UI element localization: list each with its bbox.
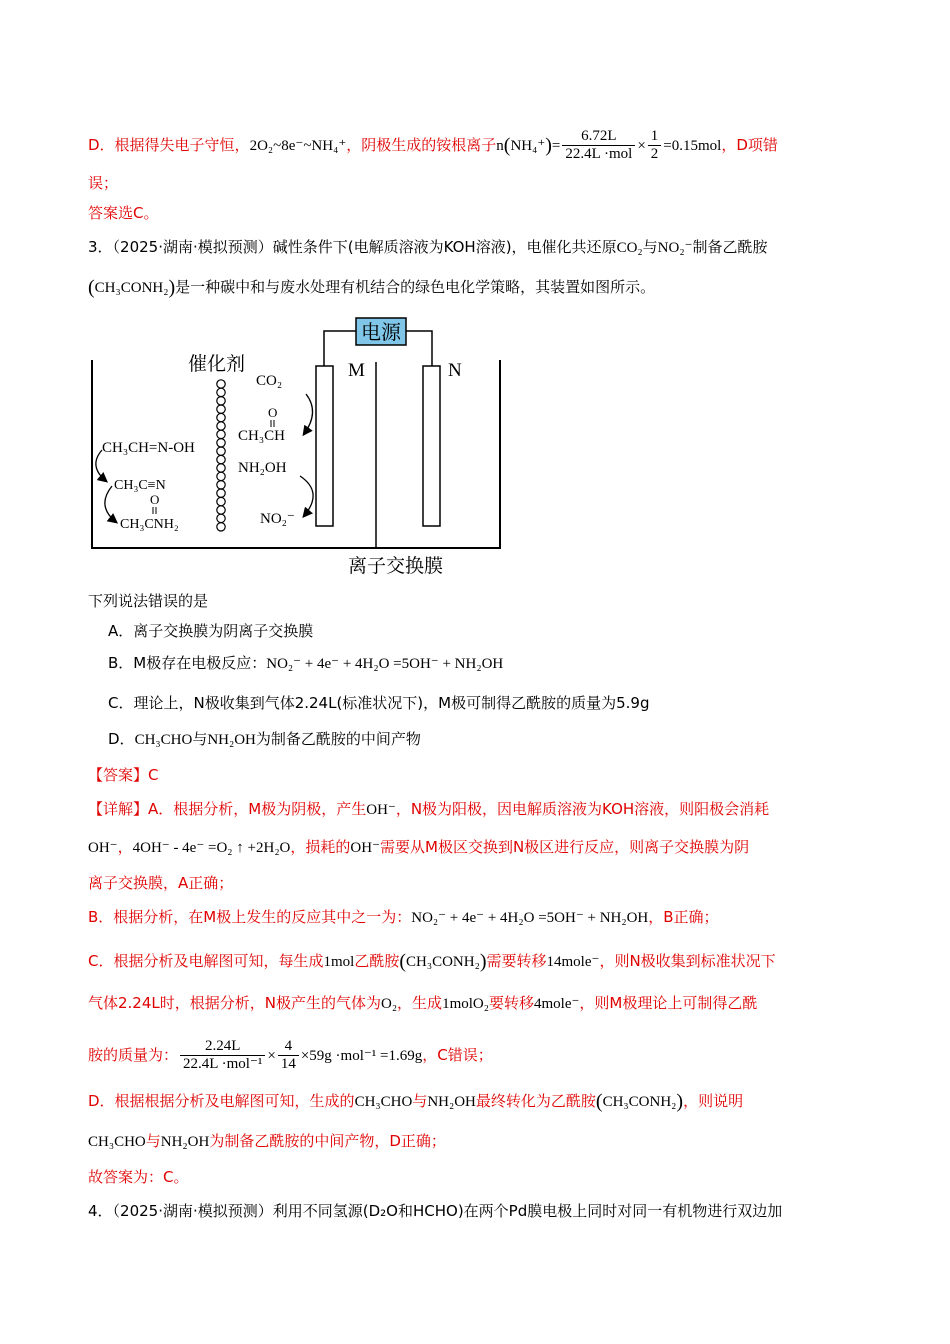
d-option-suffix: ，D项错 [721,136,778,154]
q3-line1 [88,236,768,259]
arrow-nitrite-reduction [300,476,313,516]
species-nitrile: CH₃C≡N [114,478,166,493]
catalyst-bead [217,455,225,463]
species-nitrite: NO₂⁻ [260,511,295,527]
species-o-bottom: O [150,492,160,507]
detail-b-end: ，B正确； [648,908,719,926]
detail-d1-a: CH₃CHO [354,1094,413,1110]
fraction-1-den: 22.4L ·mol [565,146,633,162]
species-amide: CH₃CNH₂ [120,517,179,532]
detail-a1: A．根据分析，M极为阴极，产生 [148,800,367,818]
option-d-suffix: 为制备乙酰胺的中间产物 [255,730,421,748]
detail-c3-rest: ×59g ·mol⁻¹ =1.69g [300,1048,423,1064]
fraction-1 [562,128,635,163]
detail-d2c: 为制备乙酰胺的中间产物，D正确； [209,1132,446,1150]
detail-d-line1: D．根据根据分析及电解图可知，生成的CH₃CHO与NH₂OH最终转化为乙酰胺(CH₃CONH₂)，则说明 [88,1090,744,1113]
catalyst-bead [217,439,225,447]
catalyst-bead [217,388,225,396]
n-symbol: n [496,138,504,154]
species-hydroxylamine: NH₂OH [238,460,287,476]
catalyst-bead [217,497,225,505]
detail-c3-fraction-2 [278,1038,299,1073]
option-d-a: CH₃CHO [134,732,193,748]
detail-c1c: 需要转移 [486,952,547,970]
detail-d2-b: NH₂OH [160,1134,210,1150]
fraction-2-num: 1 [648,128,662,146]
catalyst-bead [217,397,225,405]
q4-line1: 4．（2025·湖南·模拟预测）利用不同氢源(D₂O和HCHO)在两个Pd膜电极上同时对同一有机物进行双边加 [88,1202,783,1220]
detail-c3-end: ，C错误； [422,1046,493,1064]
option-b-equation: NO₂⁻ + 4e⁻ + 4H₂O =5OH⁻ + NH₂OH [266,656,504,672]
power-label: 电源 [361,322,401,344]
detail-c2-electrons: 4mole⁻ [533,996,580,1012]
q3-option-d [108,728,421,751]
wire-n [406,331,432,366]
q3-co2: CO₂ [616,240,643,256]
catalyst-bead [217,514,225,522]
detail-c1: C．根据分析及电解图可知，每生成 [88,952,324,970]
times-sign: × [637,138,646,154]
q3-text-a: 3．（2025·湖南·模拟预测）碱性条件下(电解质溶液为KOH溶液)，电催化共还原 [88,238,617,256]
q3-prompt: 下列说法错误的是 [88,592,209,610]
detail-b [88,906,719,929]
detail-c1-electrons: 14mole⁻ [546,954,600,970]
q3-option-a: A．离子交换膜为阴离子交换膜 [108,622,314,640]
detail-oh: OH⁻ [366,802,396,818]
arrow-co2-reduction [304,394,313,434]
d-option-mid: ，阴极生成的铵根离子 [346,136,497,154]
d-option-line1: D．根据得失电子守恒，2O₂~8e⁻~NH₄⁺，阴极生成的铵根离子n(NH₄⁺)= $\frac{6.72L}{\text{22.4L ·mol}}$ × $\frac{1}{2}$ =0.15mol，D项错 [88,128,778,162]
q3-no2: NO₂⁻ [657,240,693,256]
detail-a2-sep: ， [117,838,133,856]
detail-label: 【详解】 [88,800,149,818]
fraction-2-den: 2 [650,146,659,162]
result-value: =0.15mol [663,138,722,154]
answer-label: 【答案】C [88,766,159,784]
catalyst-bead [217,472,225,480]
electrode-n [423,366,440,526]
catalyst-bead [217,506,225,514]
q3-option-b [108,652,503,675]
detail-c2-o2: O₂ [380,996,398,1012]
detail-c1-mol: 1mol [323,954,355,970]
d-option-equation: 2O₂~8e⁻~NH₄⁺ [249,138,347,154]
detail-c-line1: C．根据分析及电解图可知，每生成1mol乙酰胺(CH₃CONH₂)需要转移14mole⁻，则N极收集到标准状况下 [88,950,776,973]
catalyst-bead [217,380,225,388]
catalyst-beads [217,380,225,531]
label-m: M [348,360,365,381]
detail-a1b: ，N极为阳极，因电解质溶液为KOH溶液，则阳极会消耗 [395,800,770,818]
option-d-prefix: D． [108,730,135,748]
catalyst-bead [217,481,225,489]
detail-a-line2 [88,836,749,859]
membrane-label: 离子交换膜 [348,556,444,577]
detail-a2c: 需要从M极区交换到N极区进行反应，则离子交换膜为阴 [380,838,750,856]
detail-c2: 气体2.24L时，根据分析，N极产生的气体为 [88,994,381,1012]
d-option-prefix: D．根据得失电子守恒， [88,136,250,154]
detail-c1-formula: CH₃CONH₂ [406,954,480,970]
catalyst-label: 催化剂 [188,354,246,375]
detail-c3-f2-den: 14 [280,1056,296,1072]
detail-a-line3: 离子交换膜，A正确； [88,874,234,892]
detail-d1-formula: CH₃CONH₂ [602,1094,677,1110]
label-n: N [448,360,462,381]
catalyst-bead [217,422,225,430]
detail-a-line1 [88,798,769,821]
detail-d2-and: 与 [145,1132,161,1150]
detail-c3-fraction-1 [180,1038,265,1073]
detail-c2d: ，则M极理论上可制得乙酰 [579,994,758,1012]
catalyst-bead [217,447,225,455]
detail-b1: B．根据分析，在M极上发生的反应其中之一为： [88,908,412,926]
detail-c3-f1-den: 22.4L ·mol⁻¹ [183,1056,263,1072]
catalyst-bead [217,489,225,497]
detail-d1-and: 与 [412,1092,428,1110]
species-acetaldehyde: CH₃CH [238,428,285,444]
answer-choose: 答案选C。 [88,204,159,222]
catalyst-bead [217,523,225,531]
q3-option-c: C．理论上，N极收集到气体2.24L(标准状况下)，M极可制得乙酰胺的质量为5.9g [108,694,650,712]
detail-c3-times: × [267,1048,276,1064]
detail-c-line3 [88,1038,493,1073]
electrode-m [316,366,333,526]
detail-d-line2 [88,1130,446,1153]
q3-line2: (CH₃CONH₂)是一种碳中和与废水处理有机结合的绿色电化学策略，其装置如图所示。 [88,276,656,299]
q3-text-c: 是一种碳中和与废水处理有机结合的绿色电化学策略，其装置如图所示。 [175,278,656,296]
detail-a2b: ，损耗的 [290,838,351,856]
fraction-1-num: 6.72L [562,128,635,146]
detail-c1b: 乙酰胺 [354,952,400,970]
q3-and: 与 [642,238,658,256]
electrolysis-diagram [88,316,508,578]
detail-d1-b: NH₂OH [427,1094,476,1110]
detail-c2b: ，生成 [397,994,443,1012]
final-answer: 故答案为：C。 [88,1168,189,1186]
species-co2: CO₂ [256,373,283,389]
q3-formula: CH₃CONH₂ [94,280,169,296]
detail-a2-equation: 4OH⁻ - 4e⁻ =O₂ ↑ +2H₂O [132,840,291,856]
detail-d1d: ，则说明 [683,1092,744,1110]
detail-c2c: 要转移 [488,994,534,1012]
detail-d1c: 最终转化为乙酰胺 [475,1092,596,1110]
detail-a2-oh2: OH⁻ [350,840,380,856]
detail-c3: 胺的质量为： [88,1046,179,1064]
detail-c3-f2-num: 4 [278,1038,299,1056]
species-o-top: O [268,405,278,420]
option-d-b: NH₂OH [207,732,256,748]
catalyst-bead [217,464,225,472]
species-oxime: CH₃CH=N-OH [102,440,195,456]
option-d-mid: 与 [192,730,208,748]
catalyst-bead [217,430,225,438]
option-b-prefix: B．M极存在电极反应： [108,654,267,672]
fraction-2 [648,128,662,163]
detail-b-equation: NO₂⁻ + 4e⁻ + 4H₂O =5OH⁻ + NH₂OH [411,910,649,926]
detail-a2-oh: OH⁻ [88,840,118,856]
detail-c3-f1-num: 2.24L [180,1038,265,1056]
detail-d1: D．根据根据分析及电解图可知，生成的 [88,1092,355,1110]
detail-d2-a: CH₃CHO [88,1134,146,1150]
d-option-line2: 误； [88,174,119,192]
catalyst-bead [217,405,225,413]
detail-c1d: ，则N极收集到标准状况下 [599,952,776,970]
catalyst-bead [217,413,225,421]
detail-c2-mol: 1molO₂ [442,996,489,1012]
n-species: NH₄⁺ [510,138,546,154]
q3-text-b: 制备乙酰胺 [692,238,768,256]
detail-c-line2 [88,992,757,1015]
